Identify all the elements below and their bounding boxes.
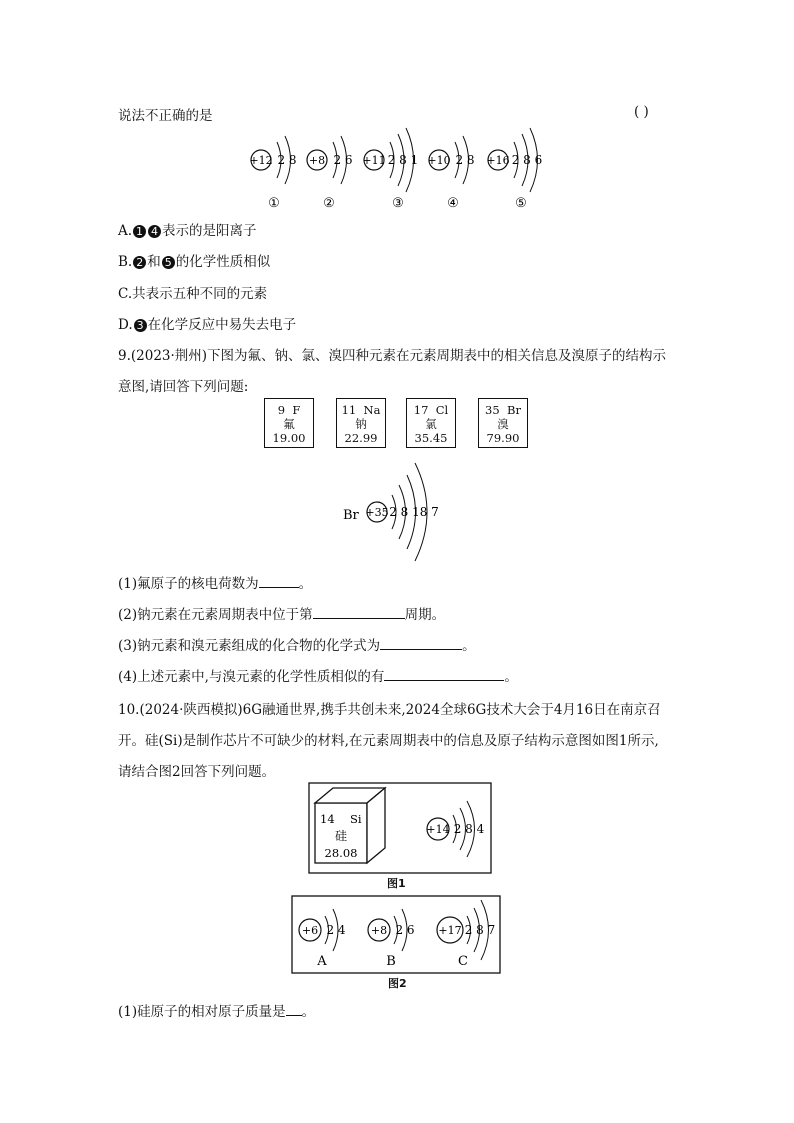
svg-text:2 8 6: 2 8 6 bbox=[511, 153, 543, 167]
svg-text:+16: +16 bbox=[486, 154, 510, 167]
svg-text:④: ④ bbox=[447, 196, 459, 211]
svg-text:②: ② bbox=[323, 196, 335, 211]
q9-stem-line-1: 9.(2023·荆州)下图为氟、钠、氯、溴四种元素在元素周期表中的相关信息及溴原子的结构示 bbox=[118, 348, 667, 364]
svg-text:Br: Br bbox=[343, 508, 359, 523]
atom-diagram-1 bbox=[249, 136, 296, 211]
element-card-f: 9 F 氟 19.00 bbox=[264, 398, 314, 448]
atom-diagram-3 bbox=[362, 128, 418, 211]
svg-text:2 6: 2 6 bbox=[333, 153, 353, 167]
bromine-atom-diagram bbox=[0, 455, 794, 575]
element-card-br: 35 Br 溴 79.90 bbox=[478, 398, 528, 448]
answer-blank[interactable] bbox=[286, 1002, 302, 1016]
q10-subquestion-1: (1)硅原子的相对原子质量是 。 bbox=[118, 1004, 316, 1020]
svg-text:28.08: 28.08 bbox=[324, 846, 358, 860]
svg-text:2 6: 2 6 bbox=[395, 923, 415, 937]
figure-1-caption: 图1 bbox=[387, 877, 406, 890]
svg-text:2 8: 2 8 bbox=[455, 153, 475, 167]
svg-text:+10: +10 bbox=[427, 154, 451, 167]
svg-text:+8: +8 bbox=[370, 924, 388, 937]
svg-text:③: ③ bbox=[392, 196, 404, 211]
q9-subquestion-4: (4)上述元素中,与溴元素的化学性质相似的有 。 bbox=[118, 669, 518, 685]
circled-number-5: 5 bbox=[162, 256, 175, 269]
circled-number-4: 4 bbox=[148, 225, 161, 238]
q10-stem-line-2: 开。硅(Si)是制作芯片不可缺少的材料,在元素周期表中的信息及原子结构示意图如图1所示, bbox=[118, 733, 659, 749]
atom-diagram-2 bbox=[307, 136, 353, 211]
svg-text:⑤: ⑤ bbox=[515, 196, 527, 211]
svg-text:C: C bbox=[458, 954, 468, 969]
svg-text:+6: +6 bbox=[301, 924, 319, 937]
svg-text:2 8 18 7: 2 8 18 7 bbox=[389, 505, 439, 519]
q9-subquestion-1: (1)氟原子的核电荷数为 。 bbox=[118, 576, 313, 592]
svg-text:+12: +12 bbox=[249, 154, 273, 167]
svg-text:Si: Si bbox=[350, 812, 362, 826]
svg-text:B: B bbox=[386, 954, 396, 969]
svg-text:2 8 4: 2 8 4 bbox=[453, 822, 485, 836]
svg-text:2 4: 2 4 bbox=[326, 923, 346, 937]
svg-text:①: ① bbox=[268, 196, 280, 211]
svg-text:2 8: 2 8 bbox=[277, 153, 297, 167]
svg-text:+14: +14 bbox=[426, 823, 450, 836]
svg-text:硅: 硅 bbox=[334, 829, 348, 843]
circled-number-1: 1 bbox=[133, 225, 146, 238]
element-card-cl: 17 Cl 氯 35.45 bbox=[406, 398, 456, 448]
figure-2-caption: 图2 bbox=[388, 977, 407, 990]
circled-number-3: 3 bbox=[134, 319, 147, 332]
figure-1 bbox=[0, 782, 794, 882]
q9-stem-line-2: 意图,请回答下列问题: bbox=[118, 379, 249, 395]
svg-text:+17: +17 bbox=[438, 924, 462, 937]
q10-stem-line-3: 请结合图2回答下列问题。 bbox=[118, 764, 276, 780]
svg-text:2 8 1: 2 8 1 bbox=[387, 153, 419, 167]
option-d: D. 3 在化学反应中易失去电子 bbox=[118, 317, 297, 333]
element-card-na: 11 Na 钠 22.99 bbox=[336, 398, 386, 448]
q9-subquestion-3: (3)钠元素和溴元素组成的化合物的化学式为 。 bbox=[118, 638, 476, 654]
circled-number-2: 2 bbox=[133, 256, 146, 269]
answer-blank[interactable] bbox=[384, 667, 504, 681]
atom-diagram-5 bbox=[486, 128, 542, 211]
option-a: A. 1 4 表示的是阳离子 bbox=[118, 223, 257, 239]
q10-stem-line-1: 10.(2024·陕西模拟)6G融通世界,携手共创未来,2024全球6G技术大会于4月16日在南京召 bbox=[118, 702, 661, 718]
svg-text:+8: +8 bbox=[308, 154, 326, 167]
answer-bracket: ( ) bbox=[634, 104, 649, 120]
figure-2 bbox=[0, 895, 794, 975]
option-c: C.共表示五种不同的元素 bbox=[118, 286, 268, 302]
answer-blank[interactable] bbox=[313, 605, 405, 619]
svg-text:A: A bbox=[317, 954, 327, 969]
answer-blank[interactable] bbox=[380, 636, 462, 650]
option-b: B. 2 和 5 的化学性质相似 bbox=[118, 254, 271, 270]
q8-stem: 说法不正确的是 bbox=[118, 108, 213, 124]
svg-text:2 8 7: 2 8 7 bbox=[464, 923, 496, 937]
q9-subquestion-2: (2)钠元素在元素周期表中位于第 周期。 bbox=[118, 607, 446, 623]
svg-text:+11: +11 bbox=[362, 154, 386, 167]
atom-diagram-4 bbox=[427, 136, 474, 211]
svg-text:14: 14 bbox=[320, 812, 335, 826]
svg-text:+35: +35 bbox=[365, 506, 389, 519]
answer-blank[interactable] bbox=[259, 574, 299, 588]
